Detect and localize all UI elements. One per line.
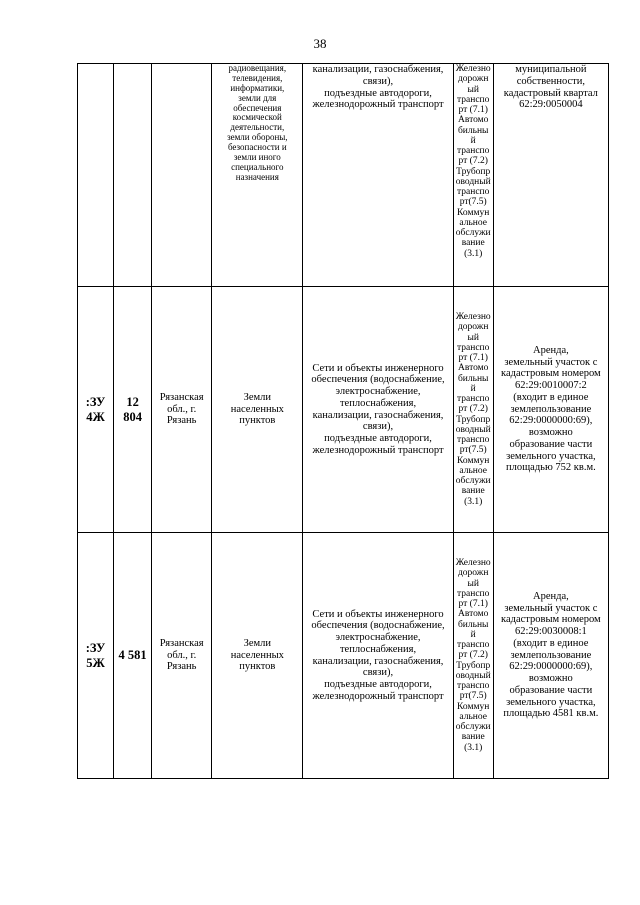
- engineering-networks-cell: канализации, газоснабжения, связи), подъездные автодороги, железнодорожный транспорт: [303, 64, 453, 287]
- rights-cell: Аренда, земельный участок с кадастровым номером 62:29:0030008:1 (входит в единое землепользование 62:29:0000000:69), возможно образование части земельного участка, площадью 4581 кв.м.: [493, 533, 608, 779]
- plot-id-cell: :ЗУ 5Ж: [78, 533, 114, 779]
- table-row: [78, 287, 609, 533]
- table-row: [78, 64, 609, 287]
- land-category-cell: Земли населенных пунктов: [212, 287, 303, 533]
- engineering-networks-cell: Сети и объекты инженерного обеспечения (водоснабжение, электроснабжение, теплоснабжения, канализации, газоснабжения, связи), подъездные автодороги, железнодорожный транспорт: [303, 287, 453, 533]
- location-cell: Рязанская обл., г. Рязань: [152, 533, 212, 779]
- rights-cell: Аренда, земельный участок с кадастровым номером 62:29:0010007:2 (входит в единое землепользование 62:29:0000000:69), возможно образование части земельного участка, площадью 752 кв.м.: [493, 287, 608, 533]
- land-category-cell: Земли населенных пунктов: [212, 533, 303, 779]
- plot-id-cell: [78, 64, 114, 287]
- plot-id-cell: :ЗУ 4Ж: [78, 287, 114, 533]
- land-plots-table: [77, 63, 609, 779]
- plot-area-cell: 4 581: [114, 533, 152, 779]
- permitted-use-cell: Железно дорожн ый транспо рт (7.1) Автомо бильны й транспо рт (7.2) Трубопр оводный транспо рт(7.5) Коммун альное обслужи вание (3.1): [453, 287, 493, 533]
- location-cell: [152, 64, 212, 287]
- table-row: [78, 533, 609, 779]
- location-cell: Рязанская обл., г. Рязань: [152, 287, 212, 533]
- rights-cell: муниципальной собственности, кадастровый квартал 62:29:0050004: [493, 64, 608, 287]
- engineering-networks-cell: Сети и объекты инженерного обеспечения (водоснабжение, электроснабжение, теплоснабжения, канализации, газоснабжения, связи), подъездные автодороги, железнодорожный транспорт: [303, 533, 453, 779]
- permitted-use-cell: Железно дорожн ый транспо рт (7.1) Автомо бильны й транспо рт (7.2) Трубопр оводный транспо рт(7.5) Коммун альное обслужи вание (3.1): [453, 533, 493, 779]
- plot-area-cell: 12 804: [114, 287, 152, 533]
- plot-area-cell: [114, 64, 152, 287]
- land-category-cell: радиовещания, телевидения, информатики, земли для обеспечения космической деятельности, земли обороны, безопасности и земли иного специального назначения: [212, 64, 303, 287]
- page-number: 38: [313, 36, 327, 51]
- permitted-use-cell: Железно дорожн ый транспо рт (7.1) Автомо бильны й транспо рт (7.2) Трубопр оводный транспо рт(7.5) Коммун альное обслужи вание (3.1): [453, 64, 493, 287]
